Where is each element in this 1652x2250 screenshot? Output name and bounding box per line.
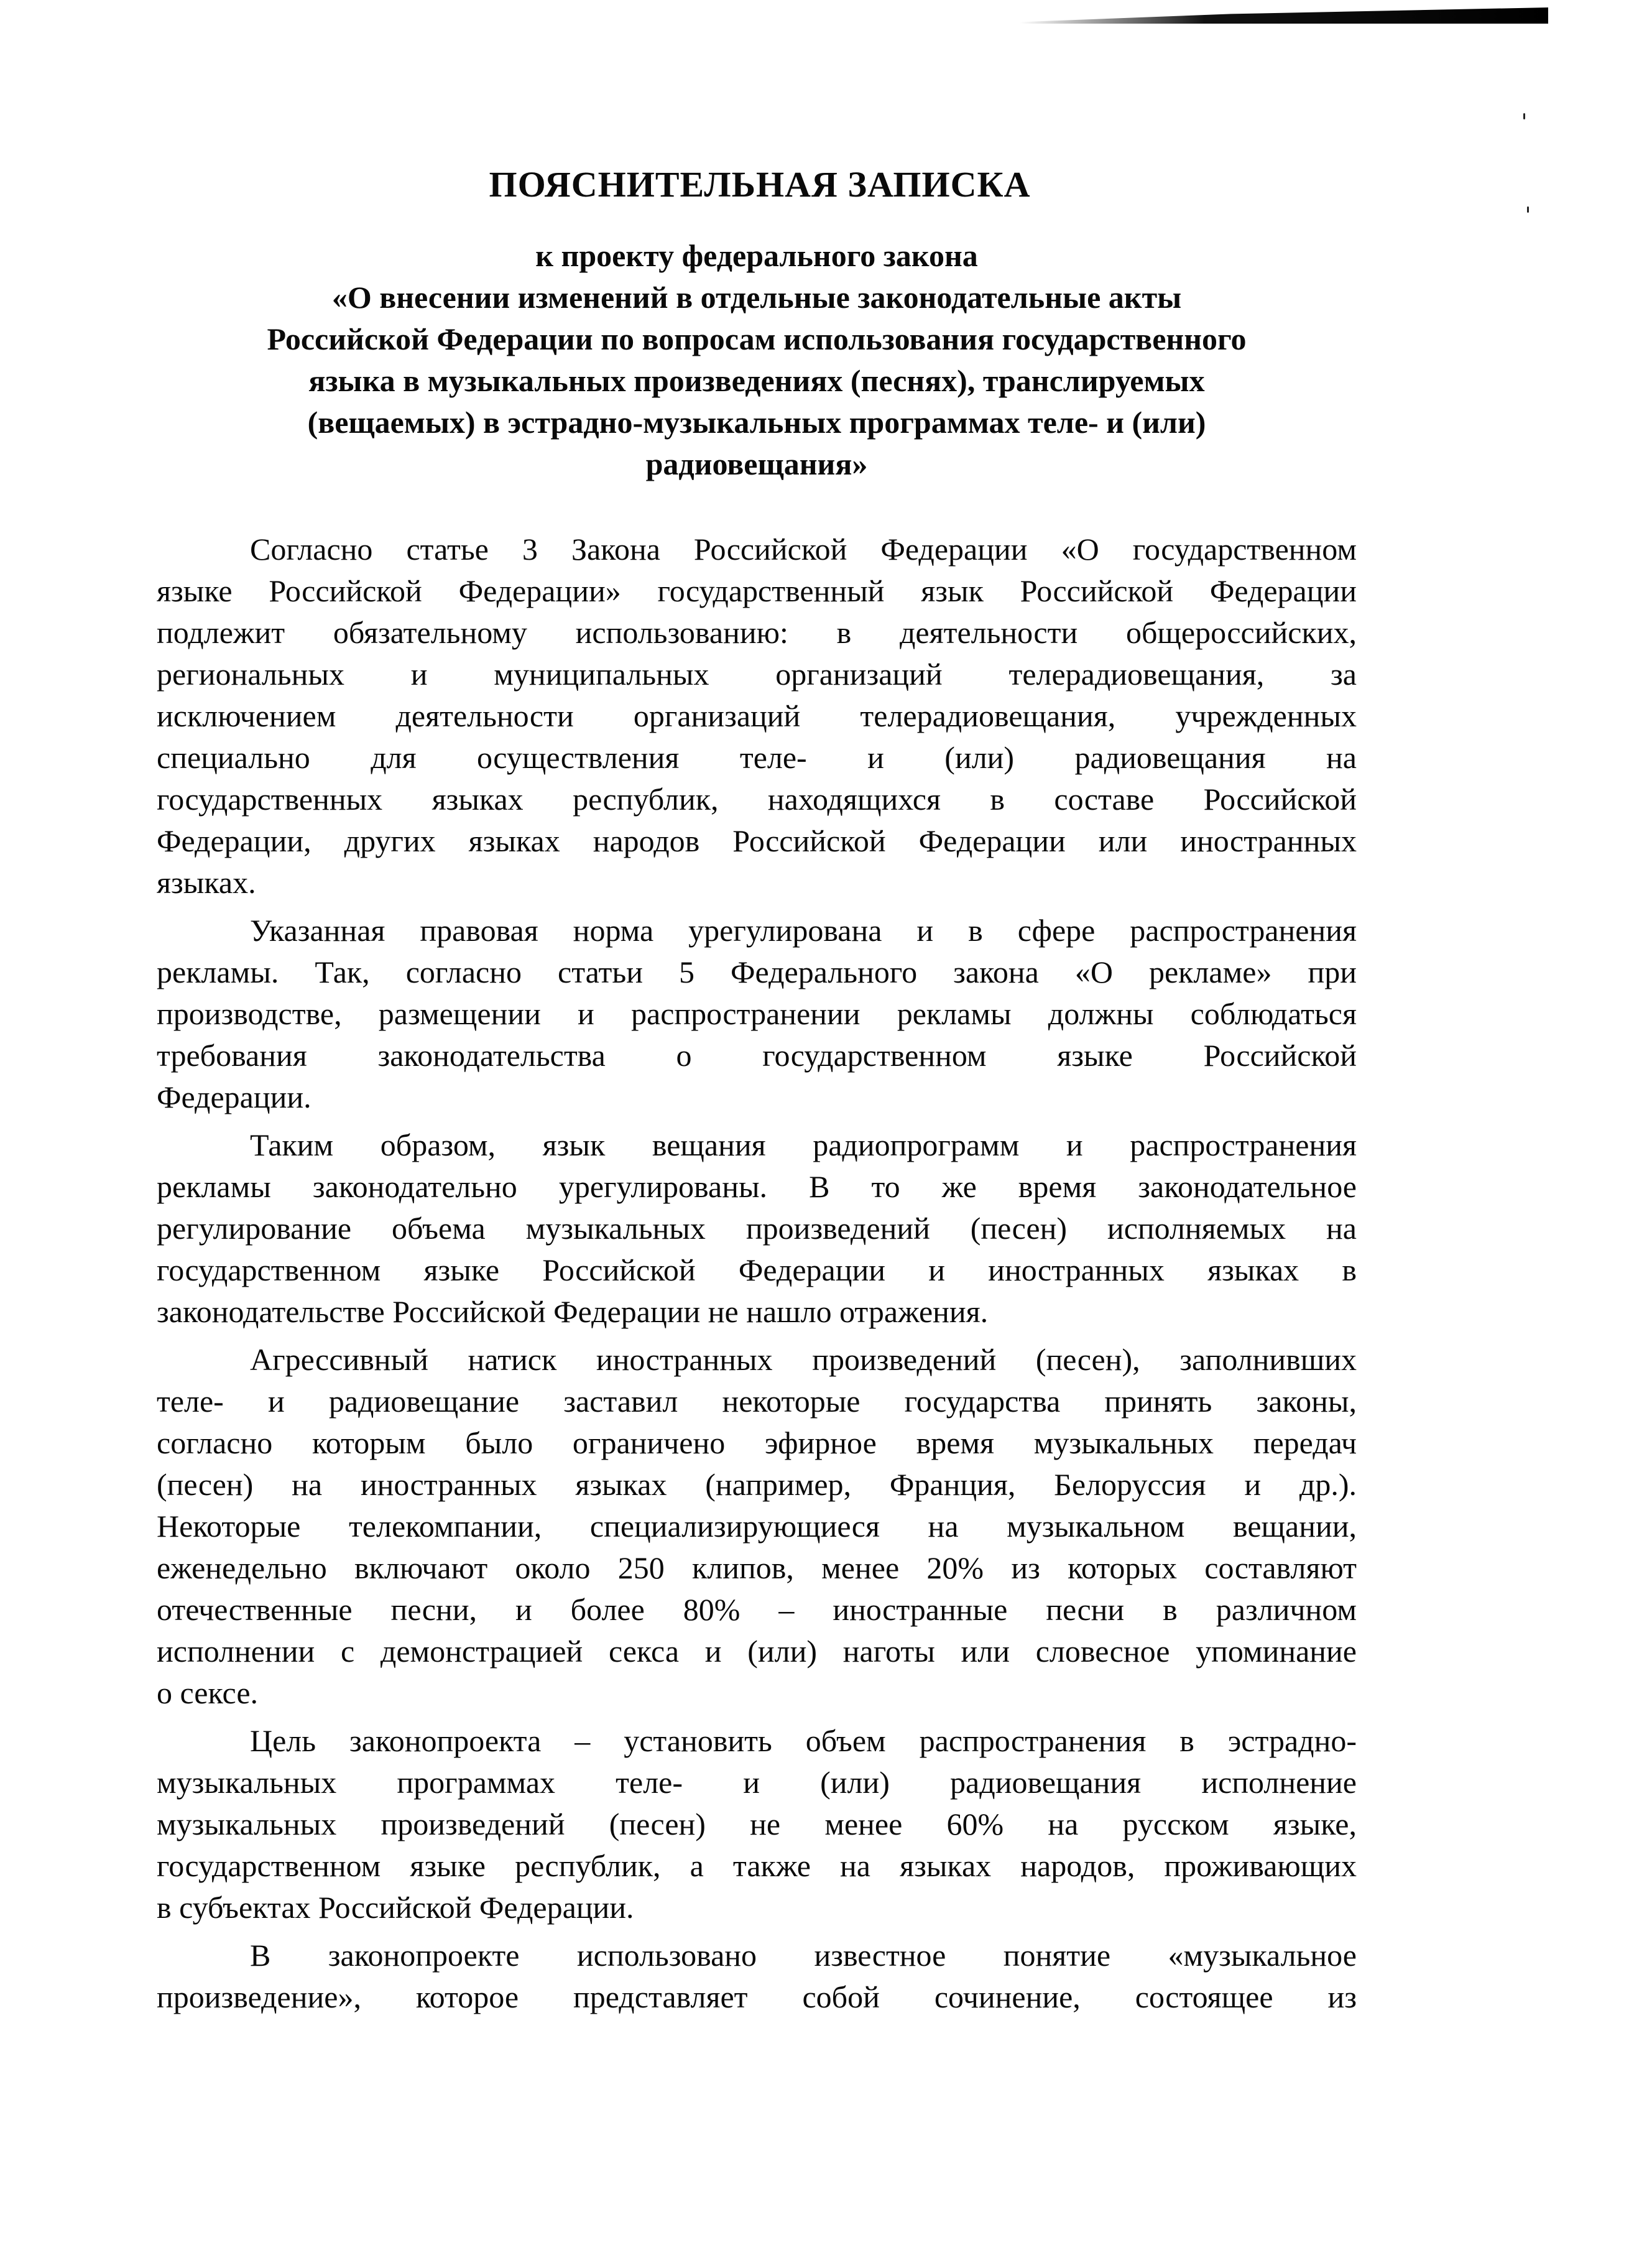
body-paragraph [157,1124,1357,1333]
paragraph-line: государственных языках республик, находящихся в составе Российской [157,782,1357,817]
subtitle-line: (вещаемых) в эстрадно-музыкальных программах теле- и (или) [307,405,1206,440]
paragraph-line: производстве, размещении и распространении рекламы должны соблюдаться [157,996,1357,1031]
paragraph-line: специально для осуществления теле- и (или) радиовещания на [157,740,1357,775]
subtitle-line: к проекту федерального закона [535,238,978,273]
paragraph-line: Агрессивный натиск иностранных произведений (песен), заполнивших [250,1342,1357,1377]
paragraph-line: музыкальных произведений (песен) не менее 60% на русском языке, [157,1807,1357,1841]
paragraph-line: музыкальных программах теле- и (или) радиовещания исполнение [157,1765,1357,1800]
paragraph-line: в субъектах Российской Федерации. [157,1890,634,1925]
paragraph-line: Указанная правовая норма урегулирована и в сфере распространения [250,913,1357,948]
paragraph-line: теле- и радиовещание заставил некоторые государства принять законы, [157,1384,1357,1419]
subtitle-line: «О внесении изменений в отдельные законодательные акты [331,280,1182,315]
paragraph-line: требования законодательства о государственном языке Российской [157,1038,1357,1073]
paragraph-line: Цель законопроекта – установить объем распространения в эстрадно- [250,1723,1357,1758]
paragraph-line: рекламы. Так, согласно статьи 5 Федерального закона «О рекламе» при [157,955,1357,989]
body-paragraph [157,1720,1357,1928]
paragraph-line: регулирование объема музыкальных произведений (песен) исполняемых на [157,1211,1357,1246]
paragraph-line: исполнении с демонстрацией секса и (или) наготы или словесное упоминание [157,1634,1357,1669]
paragraph-line: государственном языке Российской Федерации и иностранных языках в [157,1252,1357,1287]
paragraph-gap [157,1928,1357,1935]
subtitle-line: Российской Федерации по вопросам использования государственного [267,322,1247,356]
paragraph-line: Федерации. [157,1080,311,1114]
subtitle-line: языка в музыкальных произведениях (песнях), транслируемых [308,363,1205,398]
body-paragraph [157,1339,1357,1714]
paragraph-line: подлежит обязательному использованию: в деятельности общероссийских, [157,615,1357,650]
paragraph-gap [157,1118,1357,1124]
scan-edge-mark [1020,7,1548,24]
document-title: ПОЯСНИТЕЛЬНАЯ ЗАПИСКА [489,164,1031,205]
body-paragraph [157,529,1357,904]
paragraph-line: региональных и муниципальных организаций телерадиовещания, за [157,657,1357,692]
paragraph-line: В законопроекте использовано известное понятие «музыкальное [250,1938,1357,1973]
paragraph-line: согласно которым было ограничено эфирное время музыкальных передач [157,1425,1357,1460]
scan-speck [1523,113,1525,119]
paragraph-line: о сексе. [157,1675,259,1710]
paragraph-gap [157,1333,1357,1339]
paragraph-line: языке Российской Федерации» государственный язык Российской Федерации [157,573,1357,608]
paragraph-line: (песен) на иностранных языках (например, Франция, Белоруссия и др.). [157,1467,1357,1502]
paragraph-line: отечественные песни, и более 80% – иностранные песни в различном [157,1592,1357,1627]
paragraph-line: рекламы законодательно урегулированы. В то же время законодательное [157,1169,1357,1204]
document-page [157,163,1357,2018]
paragraph-line: исключением деятельности организаций телерадиовещания, учрежденных [157,698,1357,733]
body-paragraph [157,1935,1357,2018]
paragraph-line: Таким образом, язык вещания радиопрограмм и распространения [250,1127,1357,1162]
paragraph-gap [157,904,1357,910]
subtitle-line: радиовещания» [645,447,868,481]
document-body [157,529,1357,2018]
paragraph-line: произведение», которое представляет собой сочинение, состоящее из [157,1979,1357,2014]
paragraph-gap [157,1714,1357,1720]
paragraph-line: государственном языке республик, а также на языках народов, проживающих [157,1848,1357,1883]
paragraph-line: Некоторые телекомпании, специализирующиеся на музыкальном вещании, [157,1509,1357,1544]
paragraph-line: еженедельно включают около 250 клипов, менее 20% из которых составляют [157,1550,1357,1585]
scan-speck [1527,206,1529,213]
paragraph-line: Согласно статье 3 Закона Российской Федерации «О государственном [250,532,1357,567]
body-paragraph [157,910,1357,1118]
document-subtitle [157,235,1357,485]
paragraph-line: Федерации, других языках народов Российской Федерации или иностранных [157,823,1357,858]
paragraph-line: языках. [157,865,256,900]
paragraph-line: законодательстве Российской Федерации не нашло отражения. [157,1294,989,1329]
